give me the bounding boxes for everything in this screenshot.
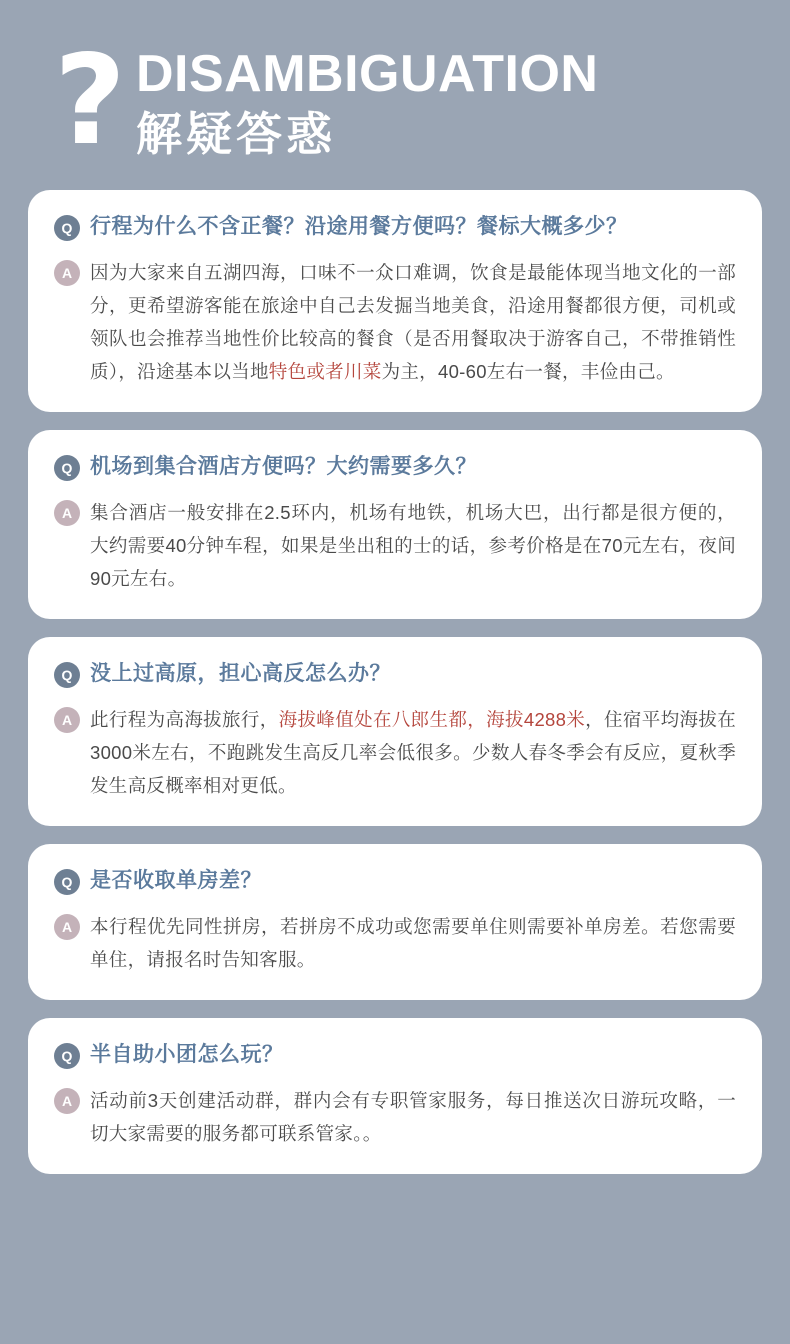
faq-card: [28, 637, 762, 826]
question-badge-icon: Q: [54, 662, 80, 688]
question-badge-icon: Q: [54, 1043, 80, 1069]
faq-answer-row: [54, 1084, 736, 1150]
faq-answer-row: [54, 496, 736, 595]
faq-question-text: 半自助小团怎么玩？: [90, 1043, 284, 1066]
faq-card: [28, 844, 762, 1000]
answer-highlight-text: 特色或者川菜: [268, 361, 382, 382]
answer-plain-text: 为主，40-60左右一餐，丰俭由己。: [381, 361, 675, 382]
answer-plain-text: 因为大家来自五湖四海，口味不一众口难调，饮食是最能体现当地文化的一部分，更希望游客能在旅途中自己去发掘当地美食，沿途用餐都很方便，司机或领队也会推荐当地性价比较高的餐食（是否用餐取决于游客自己，不带推销性质），沿途基本以当地: [90, 262, 736, 382]
faq-answer-text: [90, 496, 736, 595]
faq-question-row: [54, 212, 736, 242]
answer-badge-icon: A: [54, 914, 80, 940]
answer-plain-text: 活动前3天创建活动群，群内会有专职管家服务，每日推送次日游玩攻略，一切大家需要的服务都可联系管家。。: [90, 1090, 736, 1144]
page-title-en: DISAMBIGUATION: [136, 45, 599, 103]
question-mark-icon: ?: [54, 29, 122, 173]
page-title-cn: 解疑答惑: [136, 108, 336, 160]
faq-answer-text: [90, 703, 736, 802]
page-header: [28, 28, 762, 178]
answer-badge-icon: A: [54, 707, 80, 733]
answer-plain-text: 本行程优先同性拼房，若拼房不成功或您需要单住则需要补单房差。若您需要单住，请报名时告知客服。: [90, 916, 736, 970]
answer-badge-icon: A: [54, 1088, 80, 1114]
faq-question-row: [54, 452, 736, 482]
faq-answer-row: [54, 910, 736, 976]
answer-plain-text: ，住宿平均海拔在3000米左右，不跑跳发生高反几率会低很多。少数人春冬季会有反应，夏秋季发生高反概率相对更低。: [90, 709, 736, 796]
faq-question-row: [54, 866, 736, 896]
faq-question-text: 是否收取单房差？: [90, 869, 262, 892]
faq-card: [28, 190, 762, 412]
question-badge-icon: Q: [54, 455, 80, 481]
faq-answer-text: [90, 256, 736, 388]
faq-question-row: [54, 1040, 736, 1070]
faq-question-text: 行程为什么不含正餐？沿途用餐方便吗？餐标大概多少？: [90, 215, 628, 238]
faq-question-text: 机场到集合酒店方便吗？大约需要多久？: [90, 455, 477, 478]
faq-card: [28, 430, 762, 619]
faq-card: [28, 1018, 762, 1174]
header-text-group: [136, 44, 598, 162]
faq-answer-row: [54, 703, 736, 802]
answer-highlight-text: 海拔峰值处在八郎生都，海拔4288米: [278, 709, 586, 730]
answer-badge-icon: A: [54, 500, 80, 526]
answer-badge-icon: A: [54, 260, 80, 286]
faq-answer-text: [90, 910, 736, 976]
answer-plain-text: 此行程为高海拔旅行，: [90, 709, 279, 730]
question-badge-icon: Q: [54, 869, 80, 895]
faq-list: [28, 190, 762, 1174]
faq-answer-text: [90, 1084, 736, 1150]
faq-question-row: [54, 659, 736, 689]
faq-question-text: 没上过高原，担心高反怎么办？: [90, 662, 391, 685]
answer-plain-text: 集合酒店一般安排在2.5环内，机场有地铁，机场大巴，出行都是很方便的，大约需要40分钟车程，如果是坐出租的士的话，参考价格是在70元左右，夜间90元左右。: [90, 502, 736, 589]
faq-answer-row: [54, 256, 736, 388]
question-badge-icon: Q: [54, 215, 80, 241]
